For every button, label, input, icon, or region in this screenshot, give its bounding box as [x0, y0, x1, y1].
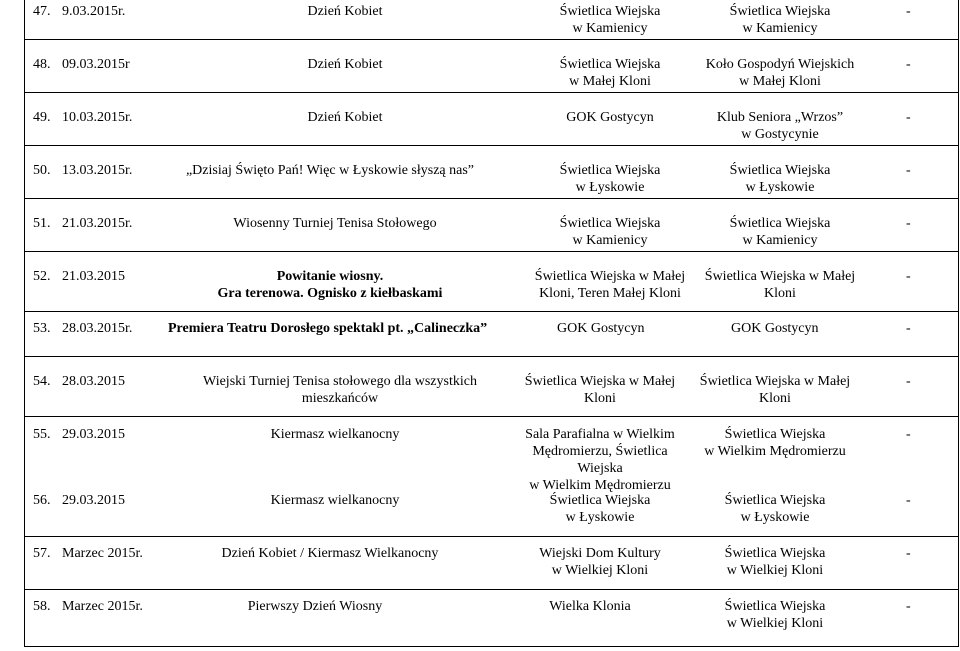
event-title-line: Gra terenowa. Ognisko z kiełbaskami — [217, 286, 443, 301]
event-organizer-line: w Kamienicy — [742, 21, 818, 36]
event-place — [520, 3, 700, 37]
event-place — [505, 545, 695, 579]
event-place: GOK Gostycyn — [557, 321, 645, 336]
row-divider — [24, 198, 958, 199]
event-organizer-line: w Wielkim Mędromierzu — [704, 444, 846, 459]
event-organizer — [675, 373, 875, 407]
event-organizer — [690, 109, 870, 143]
event-organizer-line: Świetlica Wiejska — [724, 599, 826, 614]
event-place-line: GOK Gostycyn — [566, 110, 654, 125]
row-extra: - — [906, 269, 911, 284]
row-extra: - — [906, 216, 911, 231]
event-organizer — [690, 162, 870, 196]
event-organizer-line: w Małej Kloni — [739, 74, 821, 89]
row-divider — [24, 39, 958, 40]
event-organizer-line: Świetlica Wiejska — [729, 4, 831, 19]
event-title: Wiosenny Turniej Tenisa Stołowego — [233, 216, 437, 231]
row-divider — [24, 311, 958, 312]
row-date: 9.03.2015r. — [62, 4, 126, 19]
event-organizer-line: Świetlica Wiejska w Małej — [699, 374, 851, 389]
event-title: Premiera Teatru Dorosłego spektakl pt. „Calineczka” — [168, 321, 488, 336]
event-organizer — [690, 3, 870, 37]
event-organizer-line: w Kamienicy — [742, 233, 818, 248]
row-extra: - — [906, 599, 911, 614]
row-divider — [24, 646, 958, 647]
event-title: Kiermasz wielkanocny — [270, 427, 400, 442]
row-number: 58. — [33, 599, 51, 614]
event-organizer — [690, 215, 870, 249]
event-organizer-line: Świetlica Wiejska — [724, 546, 826, 561]
row-date: 21.03.2015 — [62, 269, 125, 284]
event-place-line: Świetlica Wiejska — [559, 57, 661, 72]
event-organizer-line: w Wielkiej Kloni — [726, 616, 824, 631]
event-organizer — [690, 56, 870, 90]
column-border — [958, 0, 959, 647]
event-organizer-line: Świetlica Wiejska — [729, 163, 831, 178]
event-place — [500, 373, 700, 407]
event-title-line: Wiejski Turniej Tenisa stołowego dla wszystkich — [203, 374, 477, 389]
event-place — [520, 162, 700, 196]
event-place-line: Świetlica Wiejska w Małej — [524, 374, 676, 389]
event-organizer-line: w Łyskowie — [745, 180, 815, 195]
event-title-line: mieszkańców — [301, 391, 379, 406]
row-date: Marzec 2015r. — [62, 599, 143, 614]
event-place-line: w Kamienicy — [572, 233, 648, 248]
row-number: 54. — [33, 374, 51, 389]
event-place-line: Kloni — [584, 391, 616, 406]
event-place-line: Świetlica Wiejska w Małej — [534, 269, 686, 284]
event-place-line: w Małej Kloni — [569, 74, 651, 89]
row-number: 52. — [33, 269, 51, 284]
event-place-line: w Wielkim Mędromierzu — [529, 478, 671, 493]
event-place-line: Mędromierzu, Świetlica — [532, 444, 668, 459]
event-organizer-line: Świetlica Wiejska — [729, 216, 831, 231]
event-title — [150, 268, 510, 302]
row-date: 28.03.2015 — [62, 374, 125, 389]
row-divider — [24, 416, 958, 417]
row-extra: - — [906, 374, 911, 389]
event-place — [500, 426, 700, 494]
event-title: Dzień Kobiet — [307, 4, 383, 19]
row-extra: - — [906, 4, 911, 19]
event-title: Kiermasz wielkanocny — [270, 493, 400, 508]
event-place-line: Kloni, Teren Małej Kloni — [539, 286, 681, 301]
row-extra: - — [906, 493, 911, 508]
row-number: 49. — [33, 110, 51, 125]
event-place-line: Wiejski Dom Kultury — [539, 546, 661, 561]
row-extra: - — [906, 427, 911, 442]
row-date: 29.03.2015 — [62, 493, 125, 508]
row-number: 53. — [33, 321, 51, 336]
event-organizer-line: Kloni — [759, 391, 791, 406]
event-title: Dzień Kobiet — [307, 57, 383, 72]
event-title-line: Powitanie wiosny. — [276, 269, 384, 284]
event-title: Pierwszy Dzień Wiosny — [247, 599, 383, 614]
row-number: 48. — [33, 57, 51, 72]
event-organizer-line: Klub Seniora „Wrzos” — [716, 110, 844, 125]
event-organizer — [680, 598, 870, 632]
event-place — [520, 56, 700, 90]
row-number: 55. — [33, 427, 51, 442]
row-number: 56. — [33, 493, 51, 508]
event-organizer-line: Koło Gospodyń Wiejskich — [705, 57, 855, 72]
row-date: 28.03.2015r. — [62, 321, 133, 336]
event-title — [160, 373, 520, 407]
row-date: 29.03.2015 — [62, 427, 125, 442]
event-place-line: Wielka Klonia — [549, 599, 631, 614]
event-organizer-line: Świetlica Wiejska w Małej — [704, 269, 856, 284]
row-date: Marzec 2015r. — [62, 546, 143, 561]
event-organizer-line: Kloni — [764, 286, 796, 301]
event-place-line: Sala Parafialna w Wielkim — [525, 427, 675, 442]
event-place-line: Wiejska — [577, 461, 623, 476]
row-extra: - — [906, 163, 911, 178]
event-organizer: GOK Gostycyn — [731, 321, 819, 336]
row-number: 51. — [33, 216, 51, 231]
row-extra: - — [906, 57, 911, 72]
event-title: Dzień Kobiet / Kiermasz Wielkanocny — [221, 546, 439, 561]
event-organizer-line: Świetlica Wiejska — [724, 427, 826, 442]
row-extra: - — [906, 110, 911, 125]
event-title: „Dzisiaj Święto Pań! Więc w Łyskowie słyszą nas” — [185, 163, 475, 178]
event-organizer-line: w Wielkiej Kloni — [726, 563, 824, 578]
event-organizer — [675, 426, 875, 460]
event-organizer-line: Świetlica Wiejska — [724, 493, 826, 508]
row-divider — [24, 536, 958, 537]
row-number: 47. — [33, 4, 51, 19]
row-number: 50. — [33, 163, 51, 178]
row-extra: - — [906, 321, 911, 336]
event-place-line: Świetlica Wiejska — [559, 4, 661, 19]
event-organizer — [685, 492, 865, 526]
event-place-line: w Wielkiej Kloni — [551, 563, 649, 578]
event-place-line: w Łyskowie — [565, 510, 635, 525]
row-date: 10.03.2015r. — [62, 110, 133, 125]
row-date: 13.03.2015r. — [62, 163, 133, 178]
row-divider — [24, 356, 958, 357]
event-place-line: Świetlica Wiejska — [559, 163, 661, 178]
event-place — [510, 492, 690, 526]
event-place-line: w Kamienicy — [572, 21, 648, 36]
event-place-line: Świetlica Wiejska — [559, 216, 661, 231]
row-number: 57. — [33, 546, 51, 561]
event-place-line: w Łyskowie — [575, 180, 645, 195]
event-organizer-line: w Łyskowie — [740, 510, 810, 525]
column-border — [24, 0, 25, 647]
row-date: 09.03.2015r — [62, 57, 130, 72]
row-date: 21.03.2015r. — [62, 216, 133, 231]
event-place — [500, 598, 680, 615]
row-divider — [24, 145, 958, 146]
event-title: Dzień Kobiet — [307, 110, 383, 125]
event-place — [520, 109, 700, 126]
event-place — [520, 215, 700, 249]
event-organizer — [680, 545, 870, 579]
event-place-line: Świetlica Wiejska — [549, 493, 651, 508]
row-divider — [24, 589, 958, 590]
row-extra: - — [906, 546, 911, 561]
row-divider — [24, 251, 958, 252]
event-organizer-line: w Gostycynie — [741, 127, 819, 142]
event-organizer — [680, 268, 880, 302]
row-divider — [24, 92, 958, 93]
